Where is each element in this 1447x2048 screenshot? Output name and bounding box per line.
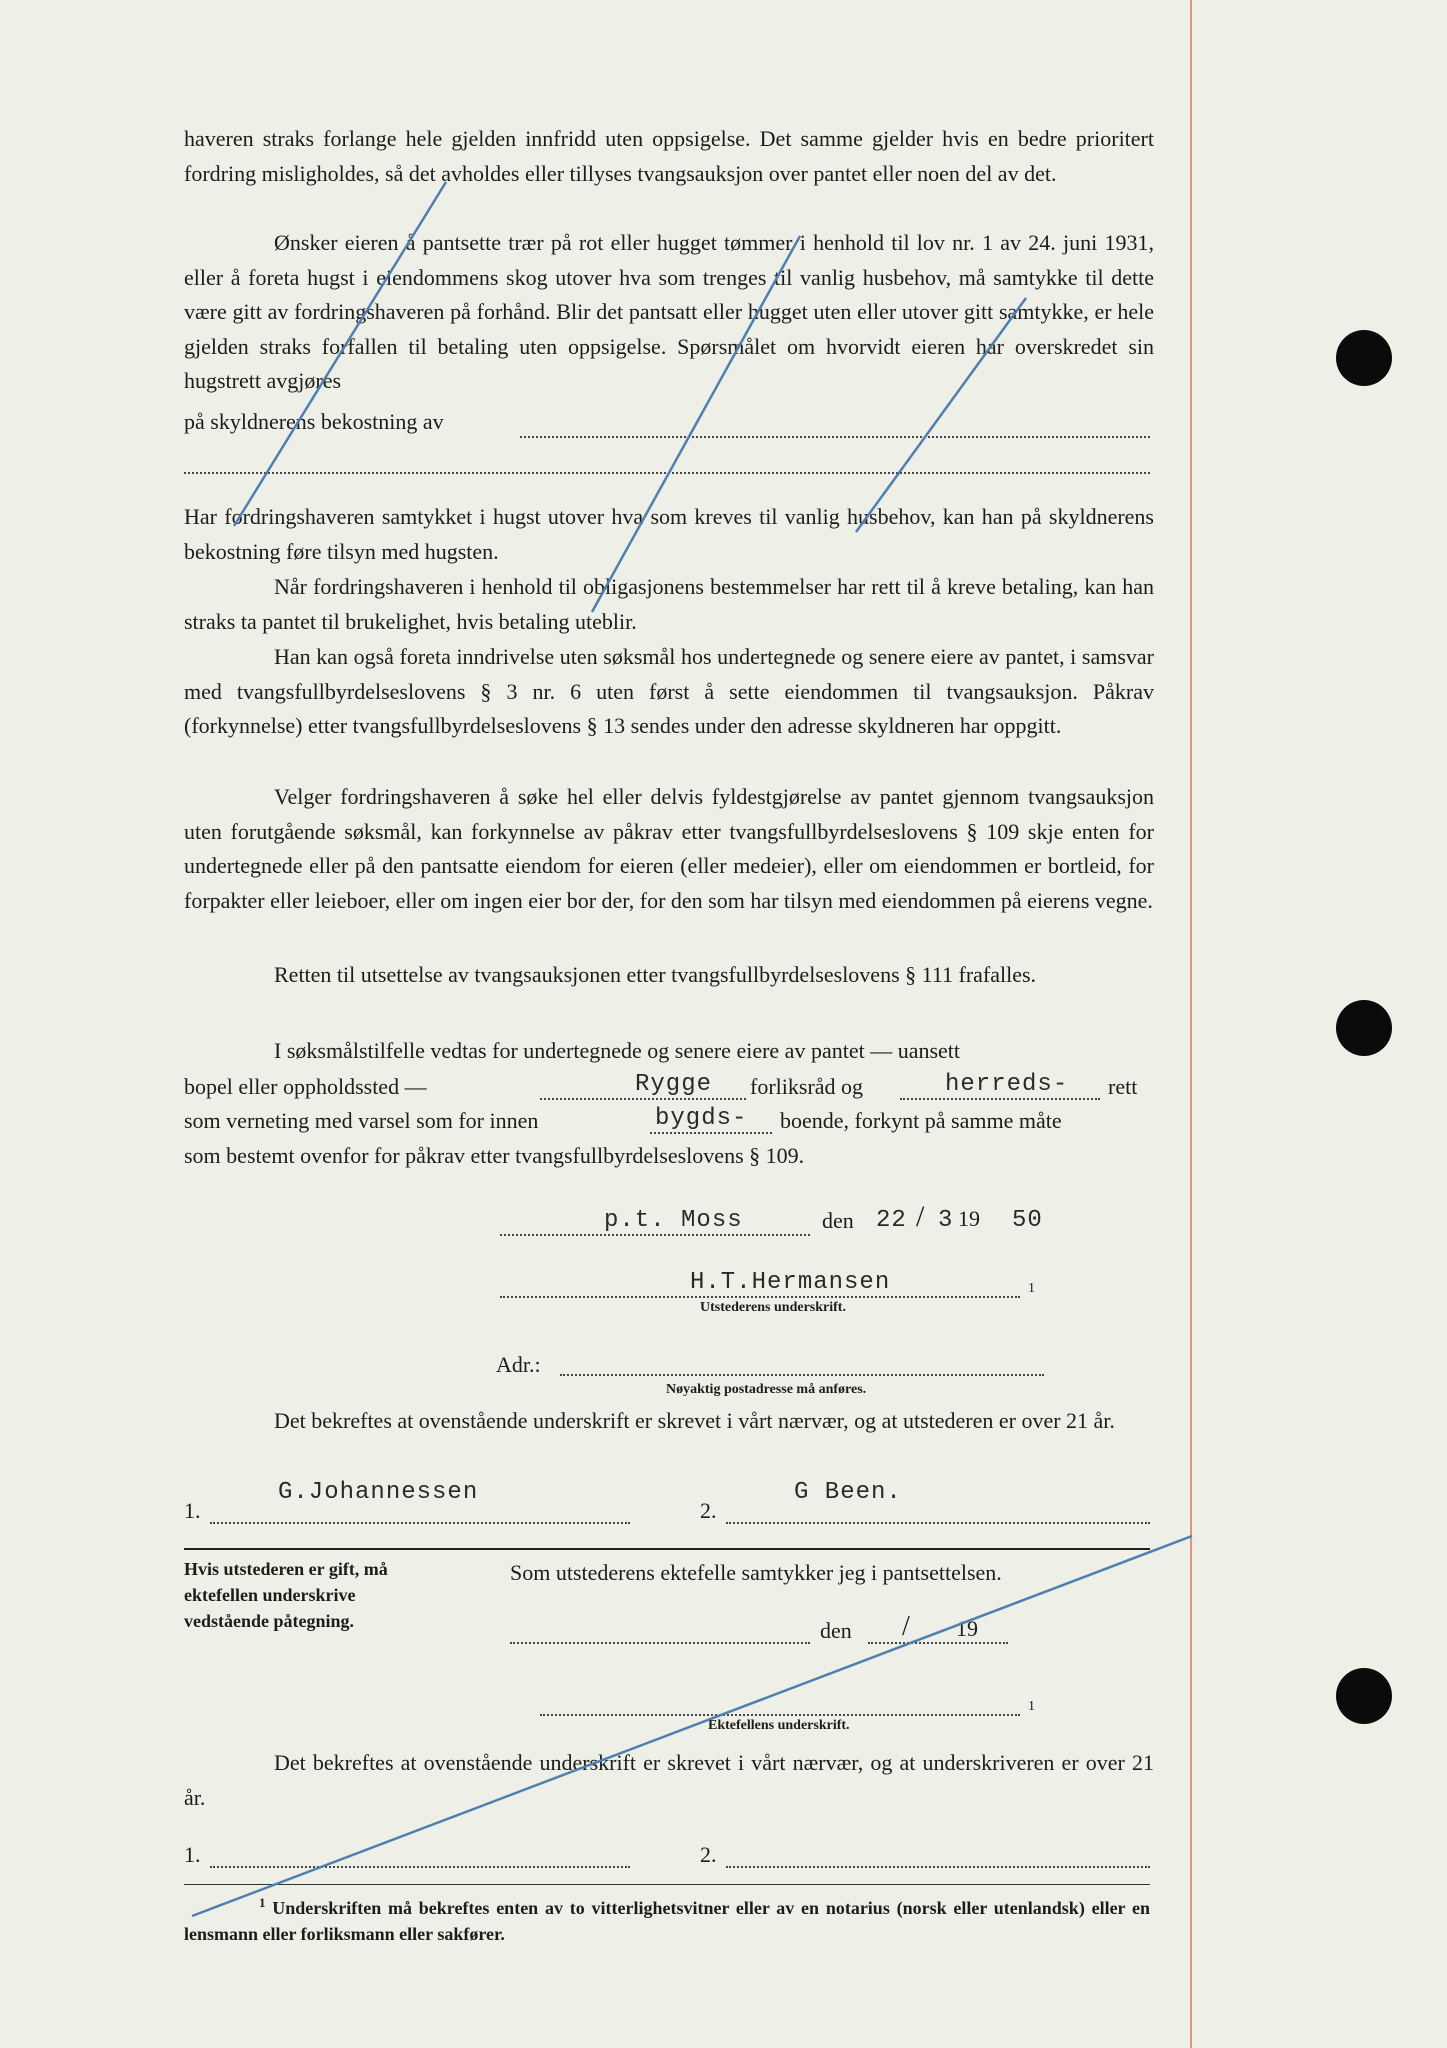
witness-2-signature: G Been. — [794, 1479, 902, 1506]
address-caption: Nøyaktig postadresse må anføres. — [666, 1382, 867, 1397]
court-name: Rygge — [635, 1071, 713, 1098]
venue-line-1-start: bopel eller oppholdssted — — [184, 1074, 427, 1099]
paragraph-collection: Han kan også foreta inndrivelse uten søksmål hos undertegnede og senere eiere av pantet, i samsvar med tvangsfullbyrdelseslovens § 3 nr. 6 uten først å sette eiendommen til tvangsauksjon. Påkrav (forkynnelse) etter tvangsfullbyrdelseslovens § 13 sendes under den adresse skyldneren har oppgitt. — [184, 644, 1154, 739]
paragraph-forced-sale: Velger fordringshaveren å søke hel eller delvis fyldestgjørelse av pantet gjennom tvangsauksjon uten forutgående søksmål, kan forkynnelse av påkrav etter tvangsfullbyrdelseslovens § 109 skje enten for undertegnede eller på den pantsatte eiendom for eieren (eller medeier), eller om eiendommen er bortleid, for forpakter eller leieboer, eller om ingen eier bor der, for den som har tilsyn med eiendommen på eierens vegne. — [184, 784, 1154, 913]
witness-2-1-number: 1. — [184, 1842, 201, 1867]
place-name: p.t. Moss — [604, 1207, 743, 1234]
paragraph-default-clause: haveren straks forlange hele gjelden innfridd uten oppsigelse. Det samme gjelder hvis en bedre prioritert fordring misligholdes, så det avholdes eller tillyses tvangsauksjon over pantet eller noen del av det. — [184, 126, 1154, 186]
issuer-signature: H.T.Hermansen — [690, 1269, 891, 1296]
paragraph-supervision: Har fordringshaveren samtykket i hugst utover hva som kreves til vanlig husbehov, kan han på skyldnerens bekostning føre tilsyn med hugsten. — [184, 504, 1154, 564]
logging-cost-label: på skyldnerens bekostning av — [184, 409, 444, 434]
spouse-footnote-mark: 1 — [1028, 1699, 1035, 1714]
address-label: Adr.: — [496, 1352, 541, 1377]
pen-stroke-1 — [234, 182, 446, 526]
spouse-den-label: den — [820, 1618, 852, 1643]
footnote-text: Underskriften må bekreftes enten av to vitterlighetsvitner eller av en notarius (norsk eller utenlandsk) eller en lensmann eller forliksmann eller sakfører. — [184, 1898, 1150, 1944]
spouse-signature-caption: Ektefellens underskrift. — [708, 1718, 850, 1733]
witness-2-2-number: 2. — [700, 1842, 717, 1867]
date-month: 3 — [938, 1207, 954, 1234]
date-year: 50 — [1012, 1207, 1043, 1234]
venue-line-2-start: som verneting med varsel som for innen — [184, 1108, 539, 1133]
paragraph-postponement: Retten til utsettelse av tvangsauksjonen etter tvangsfullbyrdelseslovens § 111 frafalles. — [274, 962, 1037, 987]
date-day: 22 — [876, 1207, 907, 1234]
date-separator: / — [916, 1200, 925, 1233]
venue-line-2-end: boende, forkynt på samme måte — [780, 1108, 1062, 1133]
witness-1-number: 1. — [184, 1498, 201, 1523]
spouse-date-slash: / — [902, 1611, 910, 1642]
spouse-year-prefix: 19 — [956, 1616, 978, 1641]
venue-line-1-end: rett — [1108, 1074, 1138, 1099]
pen-stroke-3 — [856, 298, 1026, 532]
date-year-prefix: 19 — [958, 1206, 980, 1231]
witness-2-number: 2. — [700, 1498, 717, 1523]
witness-1-signature: G.Johannessen — [278, 1479, 479, 1506]
issuer-signature-caption: Utstederens underskrift. — [700, 1300, 846, 1315]
paragraph-venue-intro: I søksmålstilfelle vedtas for undertegnede og senere eiere av pantet — uansett — [274, 1038, 961, 1063]
venue-line-1-mid: forliksråd og — [750, 1074, 864, 1099]
witness-confirmation-2: Det bekreftes at ovenstående underskrift er skrevet i vårt nærvær, og at underskriveren er over 21 år. — [184, 1750, 1154, 1810]
district-court: herreds- — [945, 1071, 1069, 1098]
footnote-mark: 1 — [259, 1895, 266, 1910]
witness-confirmation-1: Det bekreftes at ovenstående underskrift er skrevet i vårt nærvær, og at utstederen er over 21 år. — [274, 1408, 1115, 1433]
paragraph-payment: Når fordringshaveren i henhold til obligasjonens bestemmelser har rett til å kreve betaling, kan han straks ta pantet til brukelighet, hvis betaling uteblir. — [184, 574, 1154, 634]
paragraph-logging-clause: Ønsker eieren å pantsette trær på rot eller hugget tømmer i henhold til lov nr. 1 av 24. juni 1931, eller å foreta hugst i eiendommens skog utover hva som trenges til vanlig husbehov, må samtykke til dette være gitt av fordringshaveren på forhånd. Blir det pantsatt eller hugget uten eller utover gitt samtykke, er hele gjelden straks forfallen til betaling uten oppsigelse. Spørsmålet om hvorvidt eieren har overskredet sin hugstrett avgjøres — [184, 230, 1154, 394]
date-den-label: den — [822, 1208, 854, 1233]
venue-line-3: som bestemt ovenfor for påkrav etter tvangsfullbyrdelseslovens § 109. — [184, 1143, 805, 1168]
spouse-sidenote: Hvis utstederen er gift, må ektefellen underskrive vedstående påtegning. — [184, 1559, 388, 1631]
issuer-footnote-mark: 1 — [1028, 1281, 1035, 1296]
bygd-word: bygds- — [655, 1105, 748, 1132]
spouse-consent-text: Som utstederens ektefelle samtykker jeg i pantsettelsen. — [510, 1560, 1002, 1585]
pen-stroke-4 — [192, 1536, 1192, 1916]
pen-stroke-2 — [592, 236, 800, 612]
